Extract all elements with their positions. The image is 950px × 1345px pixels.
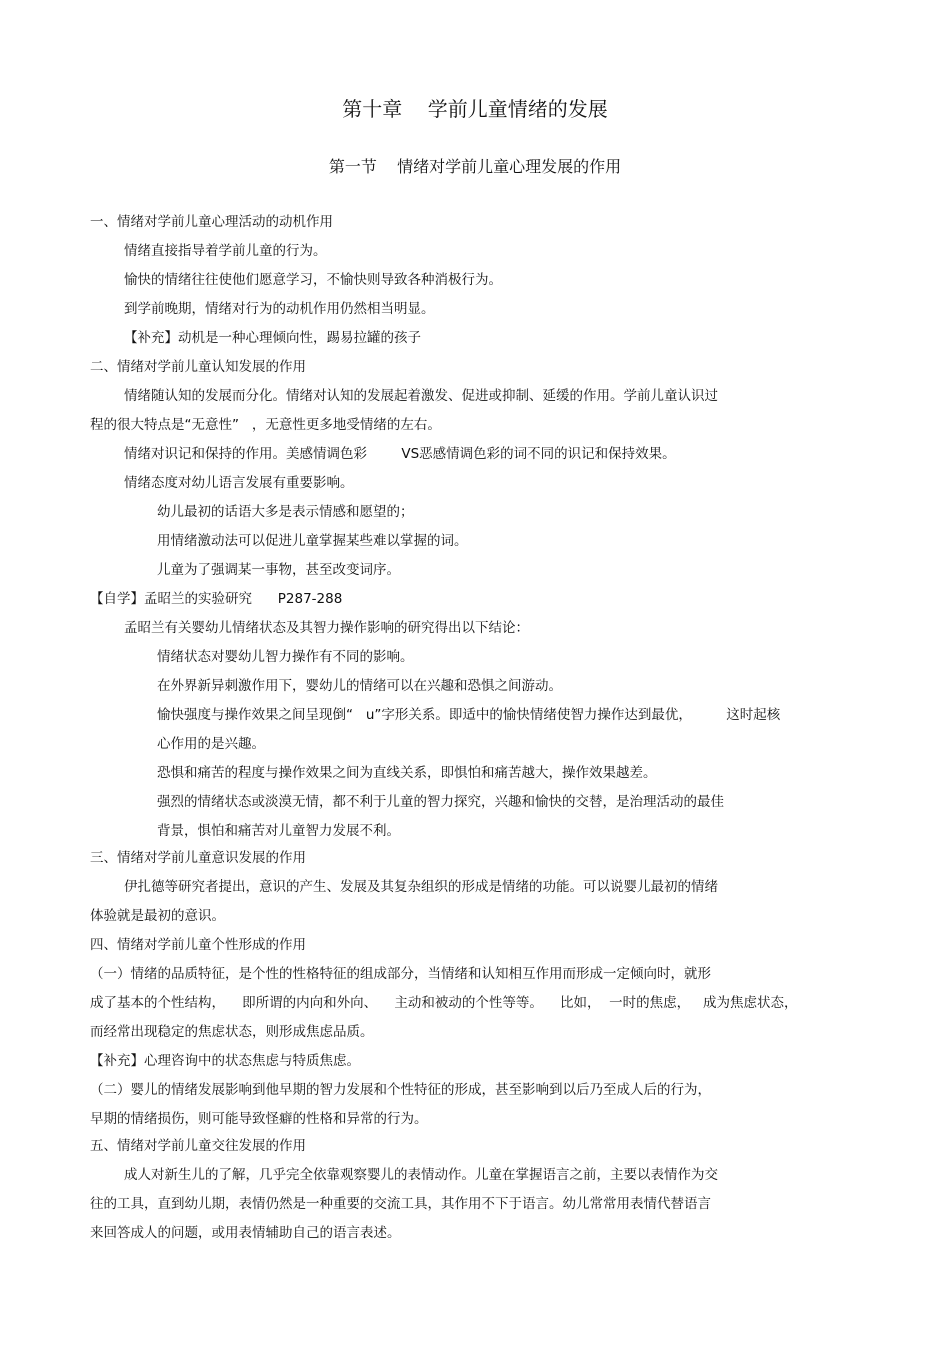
paragraph-line: 恐惧和痛苦的程度与操作效果之间为直线关系，即惧怕和痛苦越大，操作效果越差。	[157, 765, 657, 781]
supplement-note: 【补充】心理咨询中的状态焦虑与特质焦虑。	[90, 1053, 360, 1069]
paragraph-line: （二）婴儿的情绪发展影响到他早期的智力发展和个性特征的形成，甚至影响到以后乃至成人后的行为，	[90, 1082, 711, 1098]
paragraph-line: 强烈的情绪状态或淡漠无情，都不利于儿童的智力探究，兴趣和愉快的交替，是治理活动的最佳	[157, 794, 724, 810]
self-study-note: 【自学】孟昭兰的实验研究 P287-288	[90, 591, 343, 607]
paragraph-line: 情绪随认知的发展而分化。情绪对认知的发展起着激发、促进或抑制、延缓的作用。学前儿童认识过	[124, 388, 718, 404]
paragraph-line: 成人对新生儿的了解，几乎完全依靠观察婴儿的表情动作。儿童在掌握语言之前，主要以表情作为交	[124, 1167, 718, 1183]
paragraph-line: 在外界新异刺激作用下，婴幼儿的情绪可以在兴趣和恐惧之间游动。	[157, 678, 562, 694]
section-title: 第一节 情绪对学前儿童心理发展的作用	[328, 157, 622, 176]
paragraph-line: 成了基本的个性结构， 即所谓的内向和外向、 主动和被动的个性等等。 比如， 一时的焦虑， 成为焦虑状态，	[90, 995, 798, 1011]
paragraph-line: 情绪对识记和保持的作用。美感情调色彩 VS恶感情调色彩的词不同的识记和保持效果。	[124, 446, 676, 462]
heading-4: 四、情绪对学前儿童个性形成的作用	[90, 937, 306, 953]
paragraph-line: 幼儿最初的话语大多是表示情感和愿望的；	[157, 504, 414, 520]
paragraph-line: 程的很大特点是“无意性” ，无意性更多地受情绪的左右。	[90, 417, 441, 433]
paragraph-line: （一）情绪的品质特征，是个性的性格特征的组成部分，当情绪和认知相互作用而形成一定倾向时，就形	[90, 966, 711, 982]
paragraph-line: 愉快强度与操作效果之间呈现倒“ u”字形关系。即适中的愉快情绪使智力操作达到最优， 这时起核	[157, 707, 781, 723]
paragraph-line: 背景，惧怕和痛苦对儿童智力发展不利。	[157, 823, 400, 839]
paragraph-line: 来回答成人的问题，或用表情辅助自己的语言表述。	[90, 1225, 401, 1241]
supplement-note: 【补充】动机是一种心理倾向性，踢易拉罐的孩子	[124, 330, 421, 346]
paragraph-line: 伊扎德等研究者提出，意识的产生、发展及其复杂组织的形成是情绪的功能。可以说婴儿最初的情绪	[124, 879, 718, 895]
heading-3: 三、情绪对学前儿童意识发展的作用	[90, 850, 306, 866]
paragraph-line: 早期的情绪损伤，则可能导致怪癖的性格和异常的行为。	[90, 1111, 428, 1127]
paragraph-line: 孟昭兰有关婴幼儿情绪状态及其智力操作影响的研究得出以下结论：	[124, 620, 529, 636]
paragraph-line: 体验就是最初的意识。	[90, 908, 225, 924]
heading-1: 一、情绪对学前儿童心理活动的动机作用	[90, 214, 333, 230]
paragraph-line: 心作用的是兴趣。	[157, 736, 265, 752]
paragraph-line: 情绪状态对婴幼儿智力操作有不同的影响。	[157, 649, 414, 665]
heading-2: 二、情绪对学前儿童认知发展的作用	[90, 359, 306, 375]
paragraph-line: 情绪态度对幼儿语言发展有重要影响。	[124, 475, 354, 491]
paragraph-line: 到学前晚期，情绪对行为的动机作用仍然相当明显。	[124, 301, 435, 317]
paragraph-line: 往的工具，直到幼儿期，表情仍然是一种重要的交流工具，其作用不下于语言。幼儿常常用表情代替语言	[90, 1196, 711, 1212]
paragraph-line: 愉快的情绪往往使他们愿意学习，不愉快则导致各种消极行为。	[124, 272, 502, 288]
paragraph-line: 用情绪激动法可以促进儿童掌握某些难以掌握的词。	[157, 533, 468, 549]
paragraph-line: 儿童为了强调某一事物，甚至改变词序。	[157, 562, 400, 578]
paragraph-line: 而经常出现稳定的焦虑状态，则形成焦虑品质。	[90, 1024, 374, 1040]
heading-5: 五、情绪对学前儿童交往发展的作用	[90, 1138, 306, 1154]
paragraph-line: 情绪直接指导着学前儿童的行为。	[124, 243, 327, 259]
chapter-title: 第十章 学前儿童情绪的发展	[342, 97, 608, 121]
